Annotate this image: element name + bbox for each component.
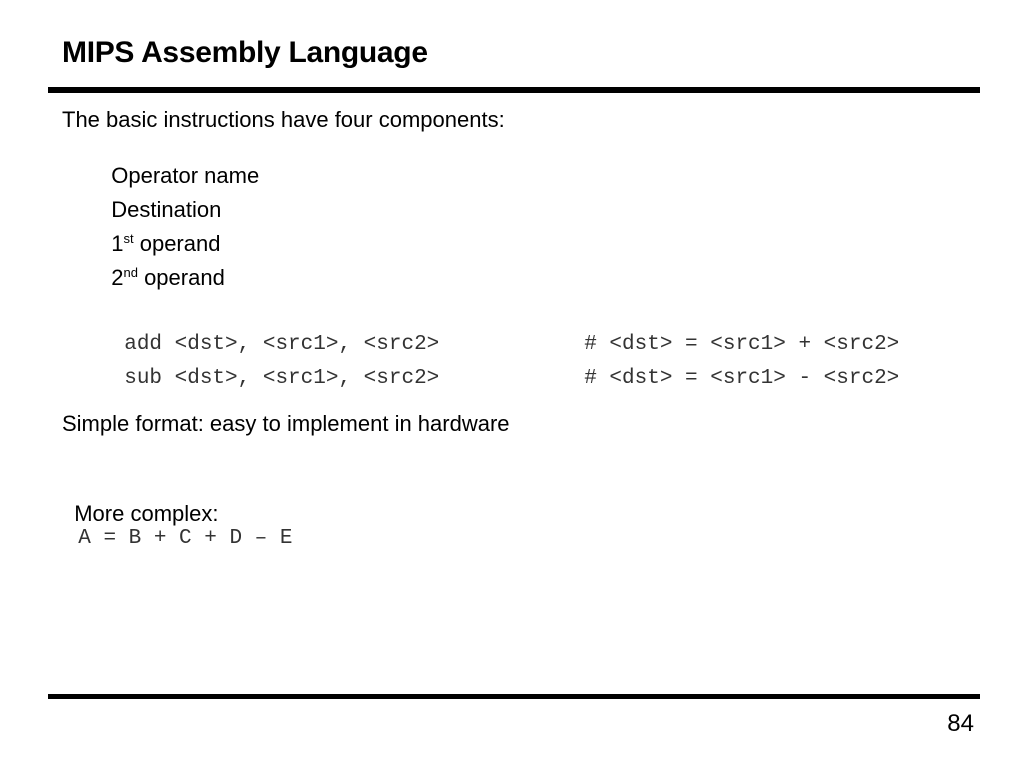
complex-example	[62, 481, 292, 549]
code-instruction: sub <dst>, <src1>, <src2>	[124, 367, 440, 390]
component-text: Operator name	[111, 163, 260, 188]
ordinal-suffix: nd	[123, 265, 138, 280]
code-line-sub	[99, 347, 439, 389]
component-text: operand	[137, 265, 225, 290]
intro-text: The basic instructions have four components:	[62, 107, 505, 132]
component-second-operand	[99, 245, 225, 289]
slide-title: MIPS Assembly Language	[62, 36, 428, 69]
code-comment: # <dst> = <src1> + <src2>	[584, 333, 900, 356]
ordinal-suffix: st	[123, 231, 134, 246]
page-number: 84	[947, 710, 974, 737]
code-comment-sub	[559, 347, 899, 389]
title-divider	[48, 87, 980, 93]
simple-format-text: Simple format: easy to implement in hardware	[62, 411, 510, 436]
component-text: operand	[133, 231, 221, 256]
footer-divider	[48, 694, 980, 699]
complex-label: More complex:	[74, 501, 219, 526]
code-instruction: add <dst>, <src1>, <src2>	[124, 333, 440, 356]
complex-expression: A = B + C + D – E	[78, 527, 293, 550]
component-text: Destination	[111, 197, 222, 222]
component-number: 1	[111, 231, 124, 256]
code-comment: # <dst> = <src1> - <src2>	[584, 367, 900, 390]
component-number: 2	[111, 265, 124, 290]
